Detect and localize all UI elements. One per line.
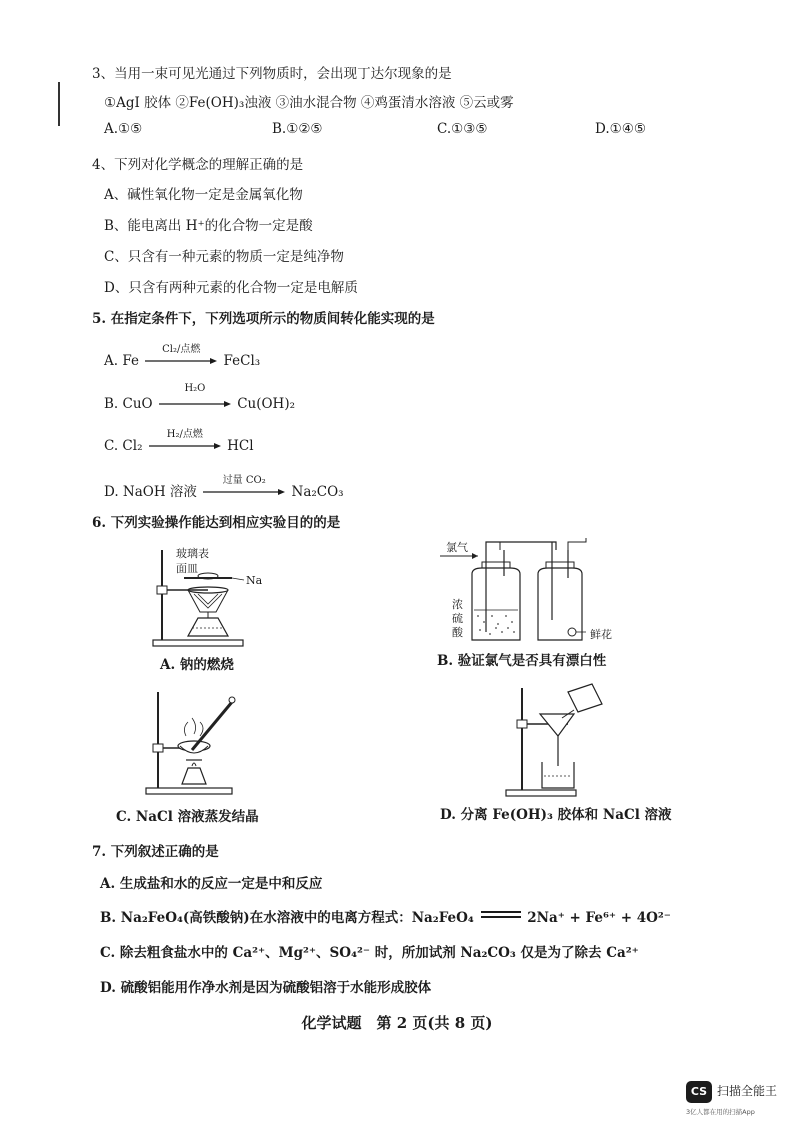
q5-b-condition: H₂O	[184, 383, 206, 394]
q5-option-d	[104, 475, 344, 500]
figD-caption: D. 分离 Fe(OH)₃ 胶体和 NaCl 溶液	[440, 807, 672, 823]
q5-a-product: FeCl₃	[223, 353, 261, 369]
figB-label-gas: 氯气	[446, 541, 468, 554]
q5-a-reactant: A. Fe	[104, 353, 139, 369]
figure-evaporation	[142, 688, 252, 798]
arrow-icon	[145, 358, 217, 364]
figB-caption: B. 验证氯气是否具有漂白性	[437, 653, 607, 669]
reaction-arrow	[149, 429, 221, 452]
reaction-arrow	[203, 475, 285, 498]
q7-option-d: D. 硫酸铝能用作净水剂是因为硫酸铝溶于水能形成胶体	[100, 980, 432, 996]
q5-c-condition: H₂/点燃	[166, 429, 203, 440]
q5-c-product: HCl	[227, 438, 254, 454]
q7-stem: 7. 下列叙述正确的是	[92, 844, 219, 860]
q5-c-reactant: C. Cl₂	[104, 438, 143, 454]
page-footer: 化学试题 第 2 页(共 8 页)	[301, 1014, 493, 1032]
scan-edge-mark	[58, 82, 60, 126]
q5-d-reactant: D. NaOH 溶液	[104, 484, 197, 500]
arrow-icon	[203, 489, 285, 495]
q4-option-c: C、只含有一种元素的物质一定是纯净物	[104, 249, 344, 265]
q3-option-c: C.①③⑤	[437, 121, 488, 137]
q5-option-c	[104, 429, 254, 454]
figure-sodium-combustion	[148, 540, 278, 650]
figA-label-na: Na	[246, 574, 263, 587]
q3-option-a: A.①⑤	[104, 121, 143, 137]
q3-option-d: D.①④⑤	[595, 121, 646, 137]
figA-caption: A. 钠的燃烧	[160, 657, 234, 673]
q5-b-product: Cu(OH)₂	[237, 396, 296, 412]
watermark-tagline: 3亿人都在用的扫描App	[686, 1108, 755, 1116]
q7-option-c: C. 除去粗食盐水中的 Ca²⁺、Mg²⁺、SO₄²⁻ 时，所加试剂 Na₂CO₃ 仅是为了除去 Ca²⁺	[100, 945, 639, 961]
q7-b-suffix: 2Na⁺ + Fe⁶⁺ + 4O²⁻	[527, 910, 671, 926]
arrow-icon	[159, 401, 231, 407]
reaction-arrow	[145, 344, 217, 367]
camscanner-logo-icon: CS	[686, 1081, 712, 1103]
figC-caption: C. NaCl 溶液蒸发结晶	[116, 809, 259, 825]
figA-label-dish: 面皿	[176, 562, 198, 575]
q3-stem: 3、当用一束可见光通过下列物质时，会出现丁达尔现象的是	[92, 66, 452, 82]
q5-stem: 5. 在指定条件下，下列选项所示的物质间转化能实现的是	[92, 311, 435, 327]
q5-a-condition: Cl₂/点燃	[162, 344, 201, 355]
q7-option-b	[100, 906, 671, 926]
q3-option-b: B.①②⑤	[272, 121, 323, 137]
q7-option-a: A. 生成盐和水的反应一定是中和反应	[100, 876, 323, 892]
q3-items: ①AgI 胶体 ②Fe(OH)₃浊液 ③油水混合物 ④鸡蛋清水溶液 ⑤云或雾	[104, 95, 514, 111]
q4-option-a: A、碱性氧化物一定是金属氧化物	[104, 187, 303, 203]
figure-filtration	[502, 682, 608, 800]
equals-sign-icon	[481, 910, 521, 920]
q5-option-b	[104, 383, 296, 412]
q4-option-b: B、能电离出 H⁺的化合物一定是酸	[104, 218, 313, 234]
q7-b-prefix: B. Na₂FeO₄(高铁酸钠)在水溶液中的电离方程式：Na₂FeO₄	[100, 910, 474, 926]
arrow-icon	[149, 443, 221, 449]
figA-label-glass: 玻璃表	[176, 547, 209, 560]
q5-option-a	[104, 344, 261, 369]
figB-label-acid-2: 硫	[452, 612, 463, 625]
figB-label-acid-1: 浓	[452, 598, 463, 611]
reaction-arrow	[159, 383, 231, 410]
q6-stem: 6. 下列实验操作能达到相应实验目的的是	[92, 515, 341, 531]
q5-b-reactant: B. CuO	[104, 396, 153, 412]
q4-option-d: D、只含有两种元素的化合物一定是电解质	[104, 280, 358, 296]
q5-d-condition: 过量 CO₂	[222, 475, 266, 486]
figB-label-acid-3: 酸	[452, 626, 463, 639]
q4-stem: 4、下列对化学概念的理解正确的是	[92, 157, 304, 173]
watermark-brand: 扫描全能王	[717, 1084, 778, 1098]
figB-label-flower: 鲜花	[590, 628, 612, 641]
q5-d-product: Na₂CO₃	[291, 484, 344, 500]
